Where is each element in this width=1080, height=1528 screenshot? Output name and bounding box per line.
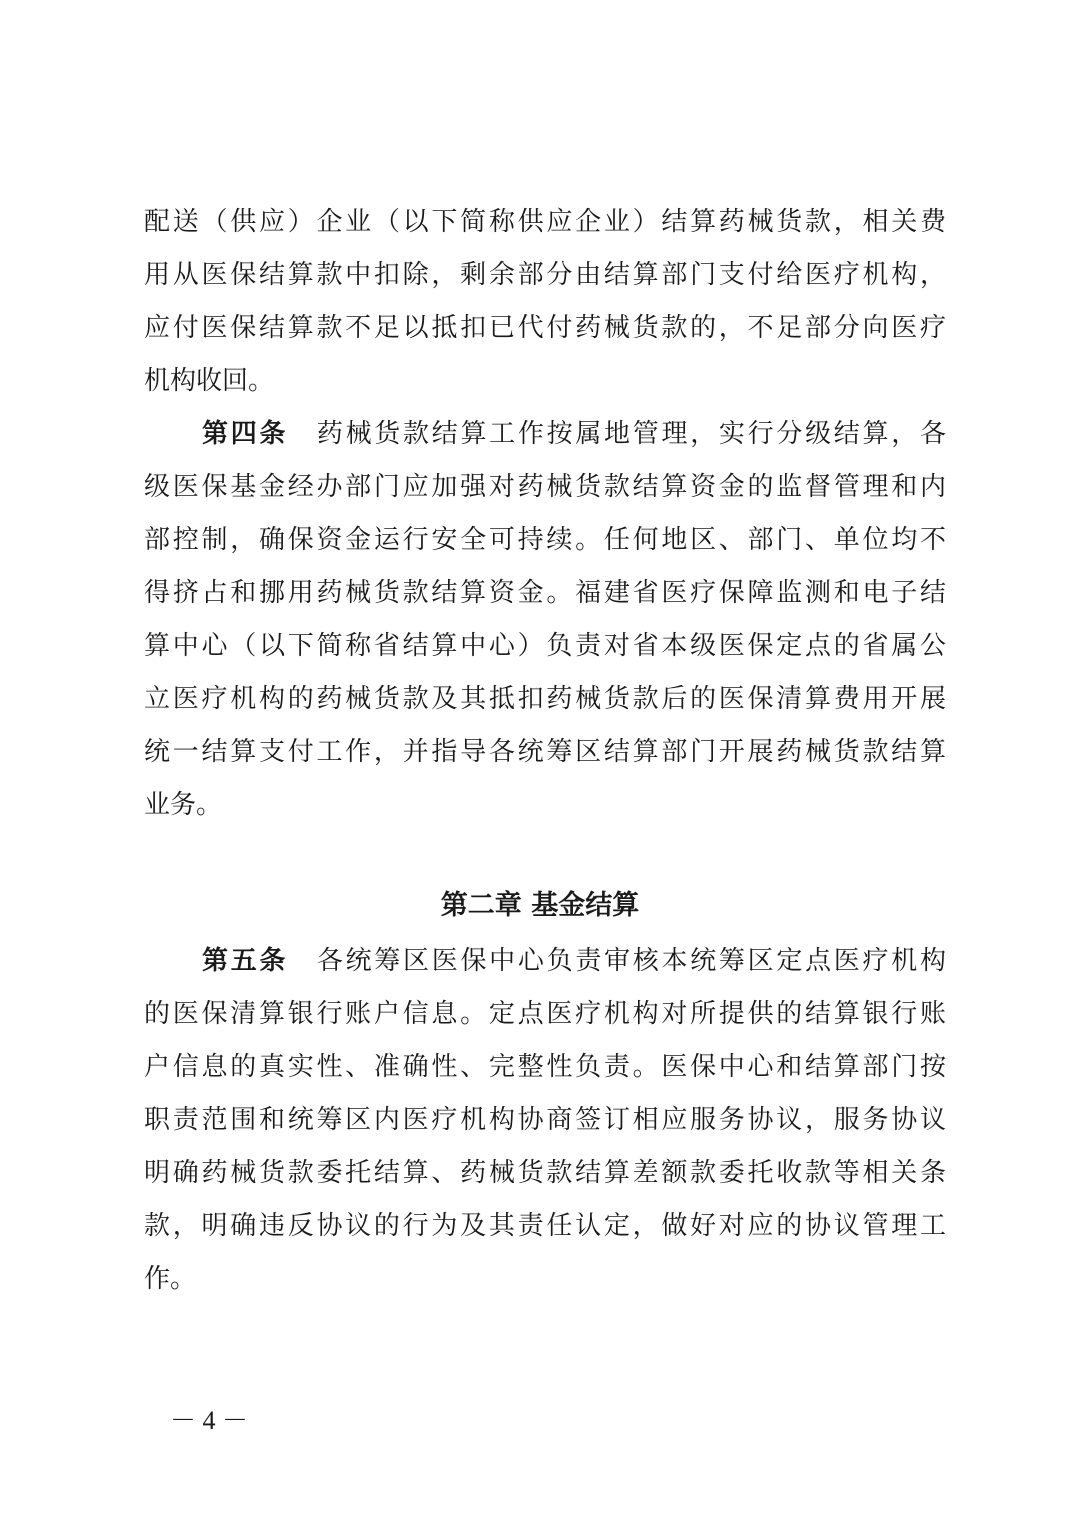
article-4-heading: 第四条 xyxy=(202,419,289,449)
article-5-heading: 第五条 xyxy=(202,946,289,976)
article-4-first-text: 药械货款结算工作按属地管理，实行分级结算，各 xyxy=(316,419,946,449)
paragraph-line: 职责范围和统筹区内医疗机构协商签订相应服务协议，服务协议 xyxy=(144,1105,946,1135)
paragraph-line: 业务。 xyxy=(144,790,223,820)
paragraph-line: 作。 xyxy=(144,1264,197,1294)
paragraph-line: 算中心（以下简称省结算中心）负责对省本级医保定点的省属公 xyxy=(144,631,946,661)
chapter-title: 第二章 基金结算 xyxy=(440,890,640,921)
paragraph-line: 明确药械货款委托结算、药械货款结算差额款委托收款等相关条 xyxy=(144,1158,946,1188)
paragraph-line: 得挤占和挪用药械货款结算资金。福建省医疗保障监测和电子结 xyxy=(144,578,946,608)
paragraph-line: 立医疗机构的药械货款及其抵扣药械货款后的医保清算费用开展 xyxy=(144,684,946,714)
paragraph-line: 统一结算支付工作，并指导各统筹区结算部门开展药械货款结算 xyxy=(144,737,946,767)
paragraph-line: 款，明确违反协议的行为及其责任认定，做好对应的协议管理工 xyxy=(144,1211,946,1241)
article-4-first-line xyxy=(202,417,946,451)
paragraph-line: 的医保清算银行账户信息。定点医疗机构对所提供的结算银行账 xyxy=(144,999,946,1029)
paragraph-line: 部控制，确保资金运行安全可持续。任何地区、部门、单位均不 xyxy=(144,525,946,555)
article-5-first-line xyxy=(202,944,946,978)
paragraph-line: 配送（供应）企业（以下简称供应企业）结算药械货款，相关费 xyxy=(144,207,946,237)
page-number: － 4 － xyxy=(170,1406,249,1435)
paragraph-line: 户信息的真实性、准确性、完整性负责。医保中心和结算部门按 xyxy=(144,1052,946,1082)
paragraph-line: 机构收回。 xyxy=(144,366,275,396)
paragraph-line: 用从医保结算款中扣除，剩余部分由结算部门支付给医疗机构， xyxy=(144,260,946,290)
paragraph-line: 应付医保结算款不足以抵扣已代付药械货款的，不足部分向医疗 xyxy=(144,313,946,343)
paragraph-line: 级医保基金经办部门应加强对药械货款结算资金的监督管理和内 xyxy=(144,472,946,502)
article-5-first-text: 各统筹区医保中心负责审核本统筹区定点医疗机构 xyxy=(316,946,946,976)
